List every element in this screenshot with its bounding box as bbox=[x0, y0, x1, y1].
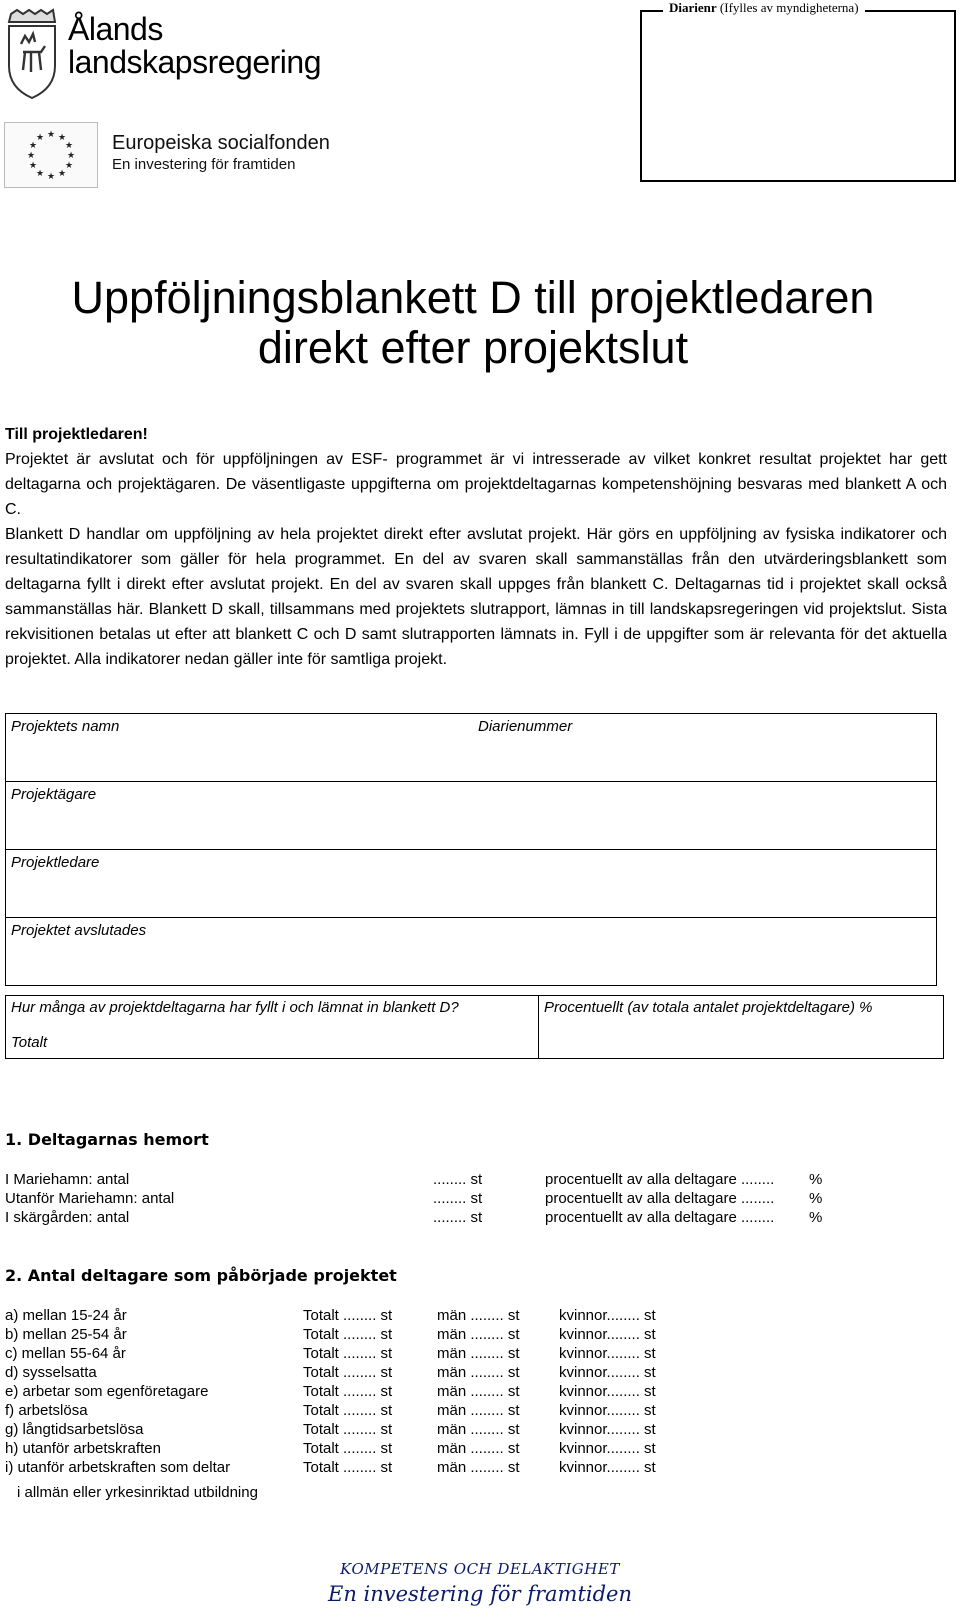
participant-row-label: a) mellan 15-24 år bbox=[5, 1307, 127, 1324]
section2-heading: 2. Antal deltagare som påbörjade projektet bbox=[5, 1266, 397, 1285]
hemort-row bbox=[5, 1189, 905, 1208]
men-count-field[interactable]: män ........ st bbox=[437, 1345, 520, 1362]
men-count-field[interactable]: män ........ st bbox=[437, 1307, 520, 1324]
total-count-field[interactable]: Totalt ........ st bbox=[303, 1421, 393, 1438]
diarienr-box[interactable] bbox=[640, 10, 956, 182]
participant-row-label-cont: i allmän eller yrkesinriktad utbildning bbox=[17, 1484, 258, 1501]
svg-text:★: ★ bbox=[28, 161, 38, 171]
participant-row bbox=[5, 1363, 905, 1382]
project-leader-field[interactable] bbox=[6, 850, 937, 918]
participant-row-label: h) utanför arbetskraften bbox=[5, 1440, 161, 1457]
total-count-field[interactable]: Totalt ........ st bbox=[303, 1326, 393, 1343]
men-count-field[interactable]: män ........ st bbox=[437, 1364, 520, 1381]
intro-paragraph-1: Projektet är avslutat och för uppföljningen av ESF- programmet är vi intresserade av vilket konkret resultat projektet har gett deltagarna och projektägaren. De väsentligaste uppgifterna om projektdeltagarnas kompetenshöjning besvaras med blankett A och C. bbox=[5, 451, 947, 518]
participant-row-label: b) mellan 25-54 år bbox=[5, 1326, 127, 1343]
women-count-field[interactable]: kvinnor........ st bbox=[559, 1421, 656, 1438]
hemort-pct[interactable]: procentuellt av alla deltagare ........ bbox=[545, 1190, 775, 1207]
men-count-field[interactable]: män ........ st bbox=[437, 1383, 520, 1400]
project-ended-label: Projektet avslutades bbox=[11, 922, 147, 939]
total-count-field[interactable]: Totalt ........ st bbox=[303, 1402, 393, 1419]
hemort-pct[interactable]: procentuellt av alla deltagare ........ bbox=[545, 1171, 775, 1188]
participant-row bbox=[5, 1382, 905, 1401]
total-count-field[interactable]: Totalt ........ st bbox=[303, 1459, 393, 1476]
hemort-pct-unit: % bbox=[809, 1171, 823, 1188]
participant-row-label: c) mellan 55-64 år bbox=[5, 1345, 126, 1362]
svg-text:★: ★ bbox=[35, 169, 45, 179]
hemort-pct-unit: % bbox=[809, 1190, 823, 1207]
hemort-label: I skärgården: antal bbox=[5, 1209, 130, 1226]
hemort-pct[interactable]: procentuellt av alla deltagare ........ bbox=[545, 1209, 775, 1226]
project-info-table bbox=[5, 713, 937, 986]
women-count-field[interactable]: kvinnor........ st bbox=[559, 1402, 656, 1419]
participant-row bbox=[5, 1306, 905, 1325]
men-count-field[interactable]: män ........ st bbox=[437, 1459, 520, 1476]
esf-subtitle: En investering för framtiden bbox=[112, 156, 296, 173]
response-percent-label: Procentuellt (av totala antalet projektdeltagare) % bbox=[544, 999, 873, 1016]
hemort-pct-unit: % bbox=[809, 1209, 823, 1226]
svg-text:★: ★ bbox=[64, 161, 74, 171]
svg-text:★: ★ bbox=[57, 169, 67, 179]
hemort-count[interactable]: ........ st bbox=[433, 1190, 483, 1207]
participant-row bbox=[5, 1401, 905, 1420]
hemort-count[interactable]: ........ st bbox=[433, 1209, 483, 1226]
project-ended-field[interactable] bbox=[6, 918, 937, 986]
response-percent-field[interactable] bbox=[539, 996, 944, 1059]
intro-paragraph-2: Blankett D handlar om uppföljning av hela projektet direkt efter avslutat projekt. Här görs en uppföljning av fysiska indikatorer och resultatindikatorer som gäller för hela programmet. En del av svaren skall sammanställas från den utvärderingsblankett som deltagarna fyllt i direkt efter avslutat projekt. En del av svaren skall uppges från blankett C. Deltagarnas tid i projektet skall också sammanställas här. Blankett D skall, tillsammans med projektets slutrapport, lämnas in till landskapsregeringen vid projektslut. Sista rekvisitionen betalas ut efter att blankett C och D samt slutrapporten lämnats in. Fyll i de uppgifter som är relevanta för det aktuella projektet. Alla indikatorer nedan gäller inte för samtliga projekt. bbox=[5, 526, 947, 668]
svg-text:★: ★ bbox=[57, 133, 67, 143]
men-count-field[interactable]: män ........ st bbox=[437, 1421, 520, 1438]
svg-text:★: ★ bbox=[35, 133, 45, 143]
section1-heading: 1. Deltagarnas hemort bbox=[5, 1130, 209, 1149]
footer-slogan-line1: KOMPETENS OCH DELAKTIGHET bbox=[340, 1560, 620, 1578]
participant-row-label: d) sysselsatta bbox=[5, 1364, 97, 1381]
page-title-line2: direkt efter projektslut bbox=[257, 322, 689, 373]
svg-text:★: ★ bbox=[66, 151, 76, 161]
footer-slogan-line2: En investering för framtiden bbox=[327, 1582, 633, 1606]
svg-text:★: ★ bbox=[46, 172, 56, 182]
women-count-field[interactable]: kvinnor........ st bbox=[559, 1364, 656, 1381]
women-count-field[interactable]: kvinnor........ st bbox=[559, 1307, 656, 1324]
aland-coat-of-arms-icon bbox=[5, 8, 60, 103]
total-count-field[interactable]: Totalt ........ st bbox=[303, 1383, 393, 1400]
hemort-count[interactable]: ........ st bbox=[433, 1171, 483, 1188]
project-owner-label: Projektägare bbox=[11, 786, 97, 803]
project-leader-label: Projektledare bbox=[11, 854, 100, 871]
total-count-field[interactable]: Totalt ........ st bbox=[303, 1345, 393, 1362]
participant-row-label: i) utanför arbetskraften som deltar bbox=[5, 1459, 231, 1476]
intro-lead: Till projektledaren! bbox=[5, 426, 148, 443]
women-count-field[interactable]: kvinnor........ st bbox=[559, 1440, 656, 1457]
svg-text:★: ★ bbox=[64, 141, 74, 151]
eu-stars-icon bbox=[4, 122, 98, 188]
participant-row-label: g) långtidsarbetslösa bbox=[5, 1421, 144, 1438]
svg-text:★: ★ bbox=[28, 141, 38, 151]
page-title-line1: Uppföljningsblankett D till projektledaren bbox=[71, 272, 875, 323]
diarienr-label: Diarienr (Ifylles av myndigheterna) bbox=[663, 0, 865, 16]
hemort-row bbox=[5, 1170, 905, 1189]
women-count-field[interactable]: kvinnor........ st bbox=[559, 1345, 656, 1362]
men-count-field[interactable]: män ........ st bbox=[437, 1440, 520, 1457]
participant-row bbox=[5, 1458, 905, 1477]
participant-row bbox=[5, 1420, 905, 1439]
response-total-field[interactable] bbox=[6, 996, 539, 1059]
men-count-field[interactable]: män ........ st bbox=[437, 1402, 520, 1419]
men-count-field[interactable]: män ........ st bbox=[437, 1326, 520, 1343]
total-count-field[interactable]: Totalt ........ st bbox=[303, 1440, 393, 1457]
women-count-field[interactable]: kvinnor........ st bbox=[559, 1326, 656, 1343]
intro-text bbox=[5, 422, 947, 672]
participant-row-label: e) arbetar som egenföretagare bbox=[5, 1383, 209, 1400]
total-count-field[interactable]: Totalt ........ st bbox=[303, 1364, 393, 1381]
response-count-table bbox=[5, 995, 944, 1059]
participant-row bbox=[5, 1439, 905, 1458]
hemort-label: Utanför Mariehamn: antal bbox=[5, 1190, 175, 1207]
participant-row-continuation bbox=[5, 1483, 905, 1502]
svg-text:★: ★ bbox=[46, 130, 56, 140]
project-name-field[interactable] bbox=[6, 714, 937, 782]
brand-name-line1: Ålands bbox=[68, 11, 163, 47]
brand-name-line2: landskapsregering bbox=[68, 44, 321, 80]
participant-row bbox=[5, 1325, 905, 1344]
women-count-field[interactable]: kvinnor........ st bbox=[559, 1459, 656, 1476]
hemort-label: I Mariehamn: antal bbox=[5, 1171, 130, 1188]
project-owner-field[interactable] bbox=[6, 782, 937, 850]
women-count-field[interactable]: kvinnor........ st bbox=[559, 1383, 656, 1400]
project-name-label: Projektets namn bbox=[11, 718, 120, 735]
diary-number-label: Diarienummer bbox=[478, 718, 573, 735]
participant-row bbox=[5, 1344, 905, 1363]
total-count-field[interactable]: Totalt ........ st bbox=[303, 1307, 393, 1324]
response-question: Hur många av projektdeltagarna har fyllt i och lämnat in blankett D? bbox=[11, 999, 459, 1016]
svg-text:★: ★ bbox=[26, 151, 36, 161]
hemort-row bbox=[5, 1208, 905, 1227]
esf-title: Europeiska socialfonden bbox=[112, 132, 330, 154]
participant-row-label: f) arbetslösa bbox=[5, 1402, 88, 1419]
response-total-label: Totalt bbox=[11, 1034, 48, 1051]
